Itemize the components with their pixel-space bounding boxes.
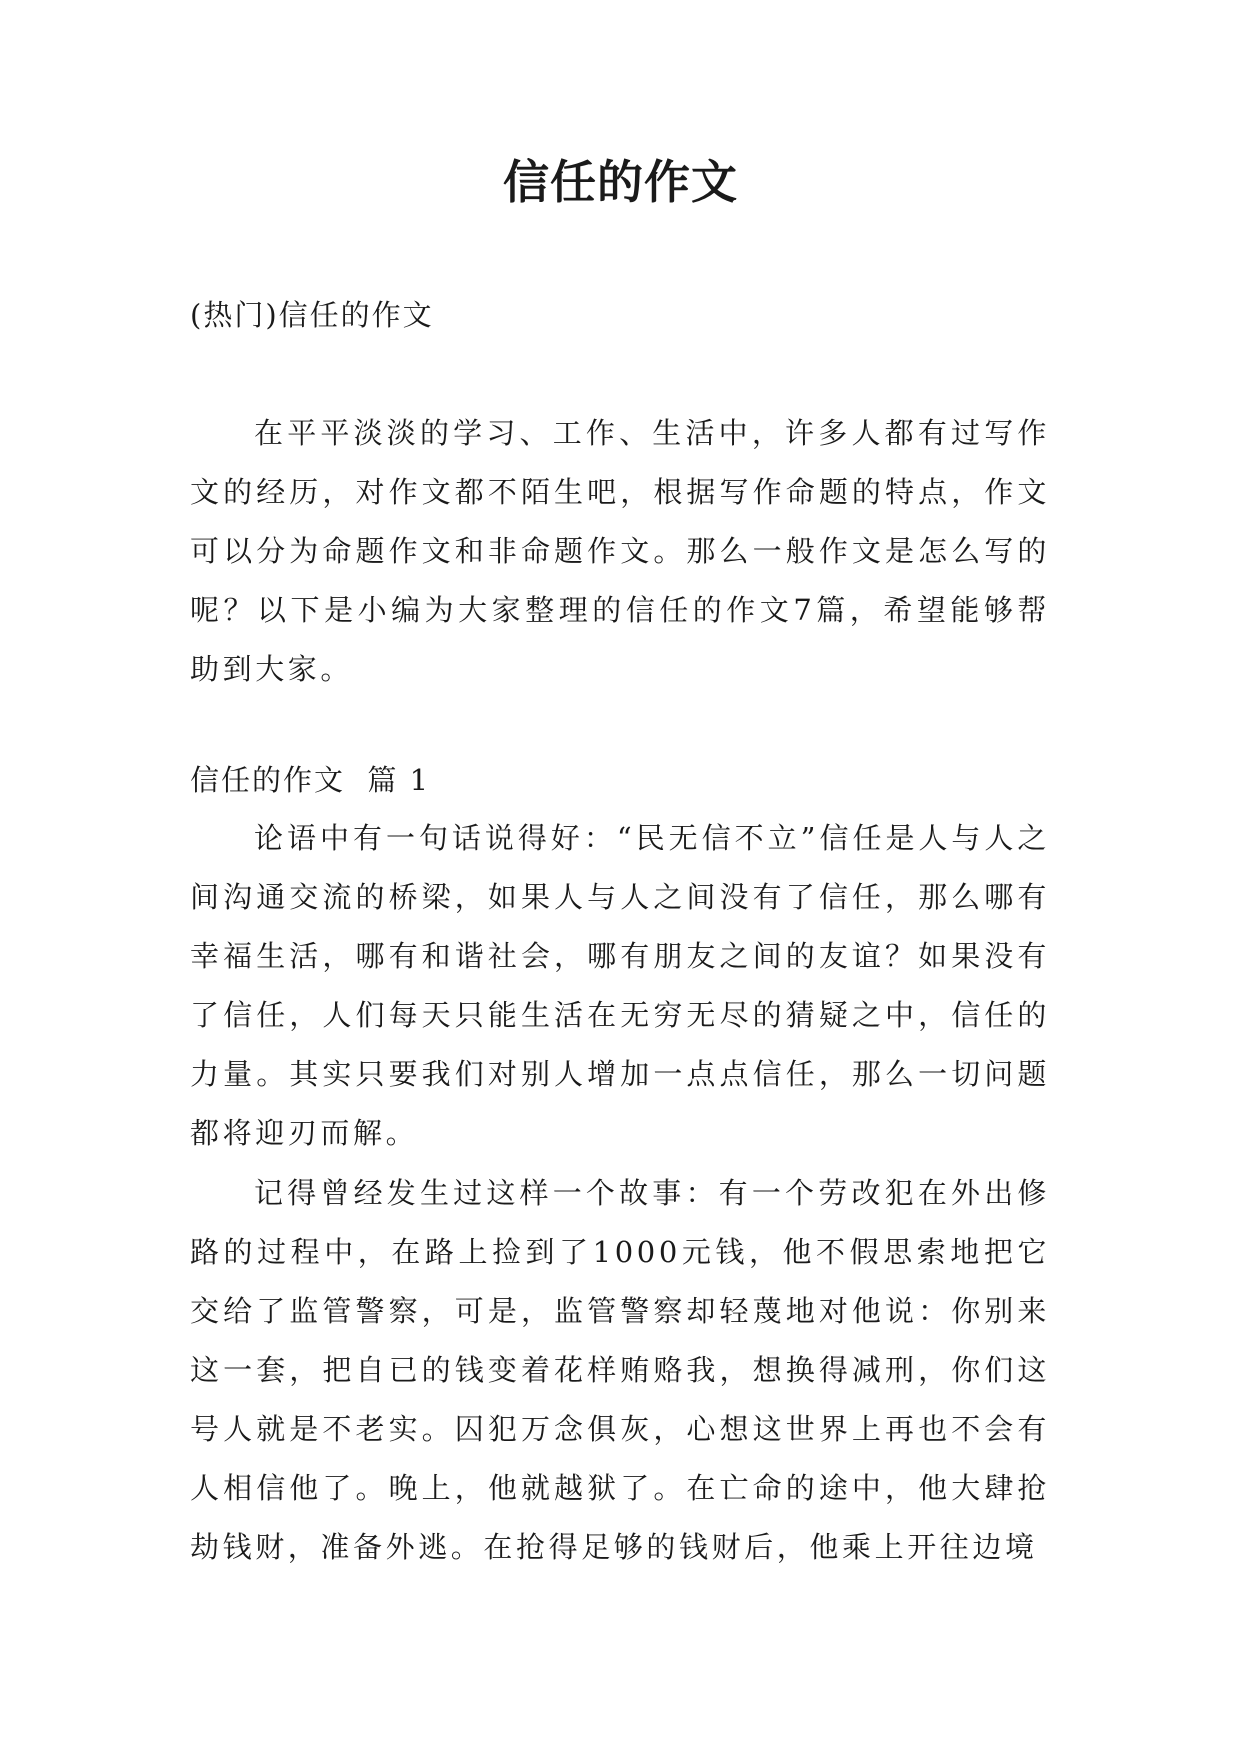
- document-subtitle: (热门)信任的作文: [190, 298, 434, 332]
- intro-paragraph: 在平平淡淡的学习、工作、生活中，许多人都有过写作文的经历，对作文都不陌生吧，根据写作命题的特点，作文可以分为命题作文和非命题作文。那么一般作文是怎么写的呢？以下是小编为大家整理的信任的作文7篇，希望能够帮助到大家。: [190, 416, 1050, 686]
- body-paragraph: 论语中有一句话说得好：“民无信不立”信任是人与人之间沟通交流的桥梁，如果人与人之间没有了信任，那么哪有幸福生活，哪有和谐社会，哪有朋友之间的友谊？如果没有了信任，人们每天只能生活在无穷无尽的猜疑之中，信任的力量。其实只要我们对别人增加一点点信任，那么一切问题都将迎刃而解。: [190, 821, 1050, 1150]
- document-title: 信任的作文: [503, 155, 738, 209]
- section-heading: 信任的作文 篇 1: [190, 763, 431, 797]
- body-paragraph: 记得曾经发生过这样一个故事：有一个劳改犯在外出修路的过程中，在路上捡到了1000元钱，他不假思索地把它交给了监管警察，可是，监管警察却轻蔑地对他说：你别来这一套，把自已的钱变着花样贿赂我，想换得减刑，你们这号人就是不老实。囚犯万念俱灰，心想这世界上再也不会有人相信他了。晚上，他就越狱了。在亡命的途中，他大肆抢劫钱财，准备外逃。在抢得足够的钱财后，他乘上开往边境: [190, 1176, 1050, 1564]
